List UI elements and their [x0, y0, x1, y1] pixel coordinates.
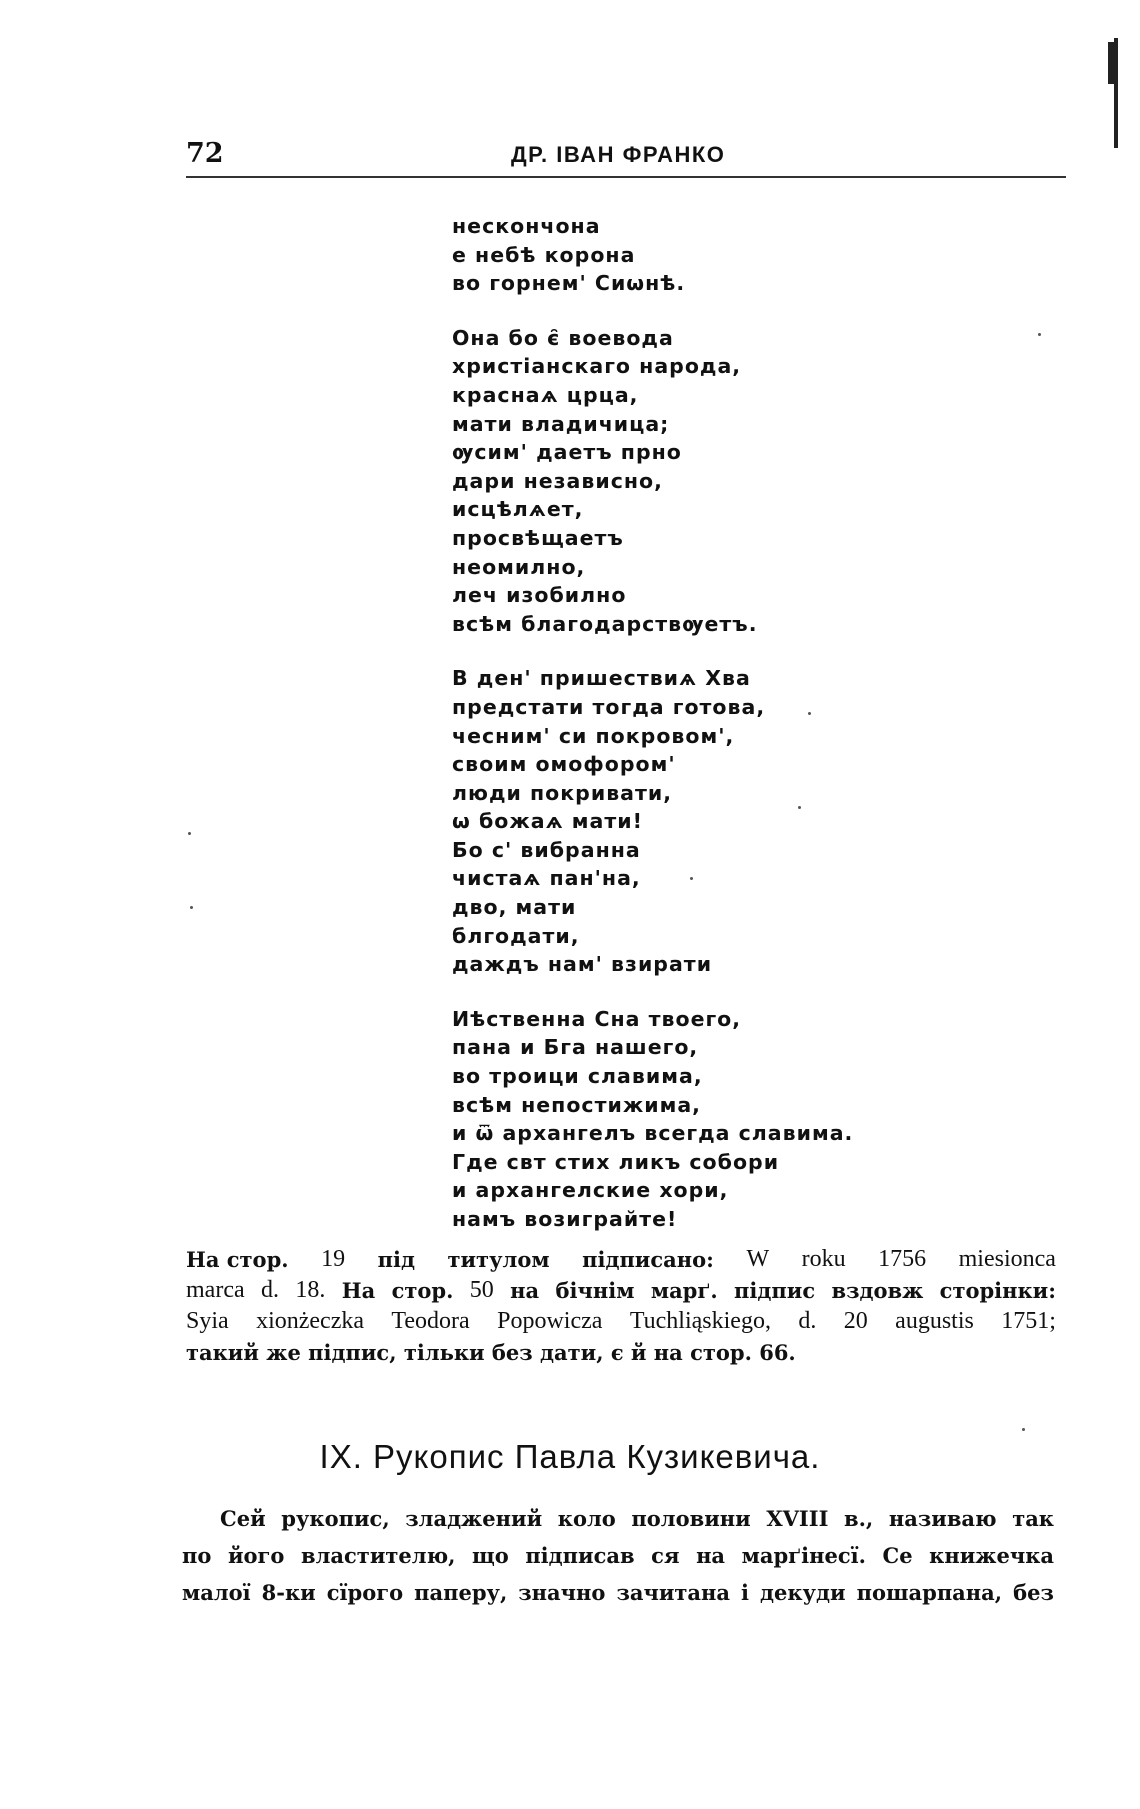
poem-line: люди покривати,: [452, 780, 673, 805]
poem-line: краснаѧ црца,: [452, 382, 639, 407]
note-word: бічнім: [555, 1278, 635, 1303]
poem-line: неомилно,: [452, 554, 586, 579]
body-word: що: [472, 1543, 509, 1568]
note-word: W: [746, 1246, 770, 1272]
body-word: книжечка: [929, 1543, 1054, 1568]
note-word: підписано:: [582, 1247, 714, 1272]
body-word: по: [182, 1543, 212, 1568]
note-word: вздовж: [831, 1278, 924, 1303]
note-word: сторінки:: [939, 1278, 1056, 1303]
poem-line: и ѿ архангелъ всегда славима.: [452, 1121, 854, 1146]
poem-line: дво, мати: [452, 895, 577, 920]
body-word: сїрого: [326, 1580, 404, 1605]
poem-stanza: [452, 212, 853, 298]
note-word: Popowicza: [497, 1308, 603, 1334]
note-word: 19: [321, 1246, 346, 1272]
note-word: на: [510, 1278, 540, 1303]
note-line: [186, 1337, 1056, 1368]
body-word: його: [227, 1543, 285, 1568]
body-line: [182, 1500, 1054, 1537]
poem-line: дари независно,: [452, 468, 663, 493]
poem-line: христіанскаго народа,: [452, 354, 742, 379]
poem-line: Иѣственна Сна твоего,: [452, 1006, 742, 1031]
running-title: ДР. ІВАН ФРАНКО: [511, 142, 726, 167]
body-word: пошарпана,: [856, 1580, 1003, 1605]
poem-line: ѹсим' даетъ прно: [452, 440, 682, 465]
poem-line: даждъ нам' взирати: [452, 952, 713, 977]
body-word: рукопис,: [281, 1506, 390, 1531]
body-word: половини: [631, 1506, 751, 1531]
note-word: 1756: [878, 1246, 927, 1272]
note-word: марґ.: [650, 1278, 718, 1303]
poem-line: исцѣлѧет,: [452, 497, 584, 522]
poem-stanza: [452, 664, 853, 979]
section-heading: IX. Рукопис Павла Кузикевича.: [319, 1438, 821, 1475]
print-speck: [690, 877, 693, 880]
poem-line: мати владичица;: [452, 411, 670, 436]
body-word: підписав: [525, 1543, 635, 1568]
print-speck: [798, 806, 801, 809]
note-word: На стор.: [186, 1247, 289, 1272]
body-word: в.,: [844, 1506, 874, 1531]
poem-line: ѡ божаѧ мати!: [452, 809, 643, 834]
body-word: зачитана: [616, 1580, 730, 1605]
note-word: під: [377, 1247, 415, 1272]
note-word: такий же підпис, тільки без дати, є й на стор. 66.: [186, 1340, 796, 1365]
note-word: d.: [261, 1277, 279, 1303]
note-word: стор.: [391, 1278, 454, 1303]
note-word: xionżeczka: [256, 1308, 365, 1334]
poem-line: Бо с' вибранна: [452, 837, 641, 862]
body-word: зладжений: [405, 1506, 543, 1531]
print-speck: [188, 832, 191, 835]
poem-stanza: [452, 1005, 853, 1234]
note-word: титулом: [447, 1247, 550, 1272]
body-word: властителю,: [301, 1543, 456, 1568]
print-speck: [1038, 333, 1041, 336]
body-paragraph: [182, 1500, 1054, 1611]
note-word: 18.: [295, 1277, 326, 1303]
note-line: [186, 1275, 1056, 1306]
note-word: marca: [186, 1277, 245, 1303]
body-word: так: [1012, 1506, 1054, 1531]
note-word: На: [341, 1278, 376, 1303]
body-word: паперу,: [414, 1580, 508, 1605]
note-word: miesionca: [958, 1246, 1056, 1272]
body-line: [182, 1574, 1054, 1611]
body-word: XVIII: [766, 1506, 829, 1531]
poem-line: во троици славима,: [452, 1064, 703, 1089]
poem-line: блгодати,: [452, 923, 580, 948]
poem-line: леч изобилно: [452, 583, 627, 608]
note-word: підпис: [734, 1278, 816, 1303]
poem-stanza: [452, 324, 853, 639]
body-word: Сей: [220, 1506, 266, 1531]
print-speck: [808, 712, 811, 715]
header-rule: [186, 176, 1066, 178]
body-word: декуди: [760, 1580, 846, 1605]
page-number: 72: [186, 138, 224, 169]
body-word: значно: [518, 1580, 606, 1605]
body-word: на: [696, 1543, 726, 1568]
body-word: Се: [882, 1543, 913, 1568]
poem-line: всѣм благодарствѹетъ.: [452, 611, 758, 636]
print-speck: [190, 906, 193, 909]
note-word: Teodora: [391, 1308, 470, 1334]
poem-line: во горнем' Сиѡнѣ.: [452, 271, 686, 296]
body-word: називаю: [888, 1506, 997, 1531]
page-edge-mark: [1114, 38, 1118, 148]
poem-line: чистаѧ пан'на,: [452, 866, 641, 891]
poem-line: просвѣщаетъ: [452, 525, 624, 550]
note-line: [186, 1244, 1056, 1275]
note-word: Syia: [186, 1308, 229, 1334]
note-word: augustis: [895, 1308, 974, 1334]
note-word: 20: [843, 1308, 868, 1334]
poem-line: своим омофором': [452, 752, 676, 777]
body-word: 8-ки: [261, 1580, 316, 1605]
note-line: [186, 1306, 1056, 1337]
note-word: 1751;: [1001, 1308, 1056, 1334]
poem-line: Где свт стих ликъ собори: [452, 1149, 780, 1174]
signature-note: [186, 1244, 1056, 1368]
note-word: Tuchliąskiego,: [629, 1308, 771, 1334]
poem-line: В ден' пришествиѧ Хва: [452, 666, 751, 691]
poem-line: и архангелские хори,: [452, 1178, 729, 1203]
body-word: ся: [651, 1543, 680, 1568]
body-word: і: [741, 1580, 749, 1605]
note-word: d.: [798, 1308, 817, 1334]
body-word: коло: [557, 1506, 616, 1531]
poem-line: нескончона: [452, 214, 601, 238]
poem-line: е небѣ корона: [452, 242, 636, 267]
poem-line: чесним' си покровом',: [452, 723, 735, 748]
body-line: [182, 1537, 1054, 1574]
poem: [452, 212, 853, 1260]
poem-line: намъ возиграйте!: [452, 1207, 678, 1231]
body-word: без: [1013, 1580, 1054, 1605]
poem-line: предстати тогда готова,: [452, 694, 766, 719]
page-header: [186, 138, 1066, 178]
poem-line: Она бо є̑ воевода: [452, 325, 674, 350]
print-speck: [1022, 1428, 1025, 1431]
poem-line: пана и Бга нашего,: [452, 1035, 699, 1060]
note-word: 50: [469, 1277, 494, 1303]
note-word: roku: [801, 1246, 846, 1272]
poem-line: всѣм непостижима,: [452, 1092, 701, 1117]
body-word: малої: [182, 1580, 251, 1605]
body-word: марґінесї.: [741, 1543, 866, 1568]
